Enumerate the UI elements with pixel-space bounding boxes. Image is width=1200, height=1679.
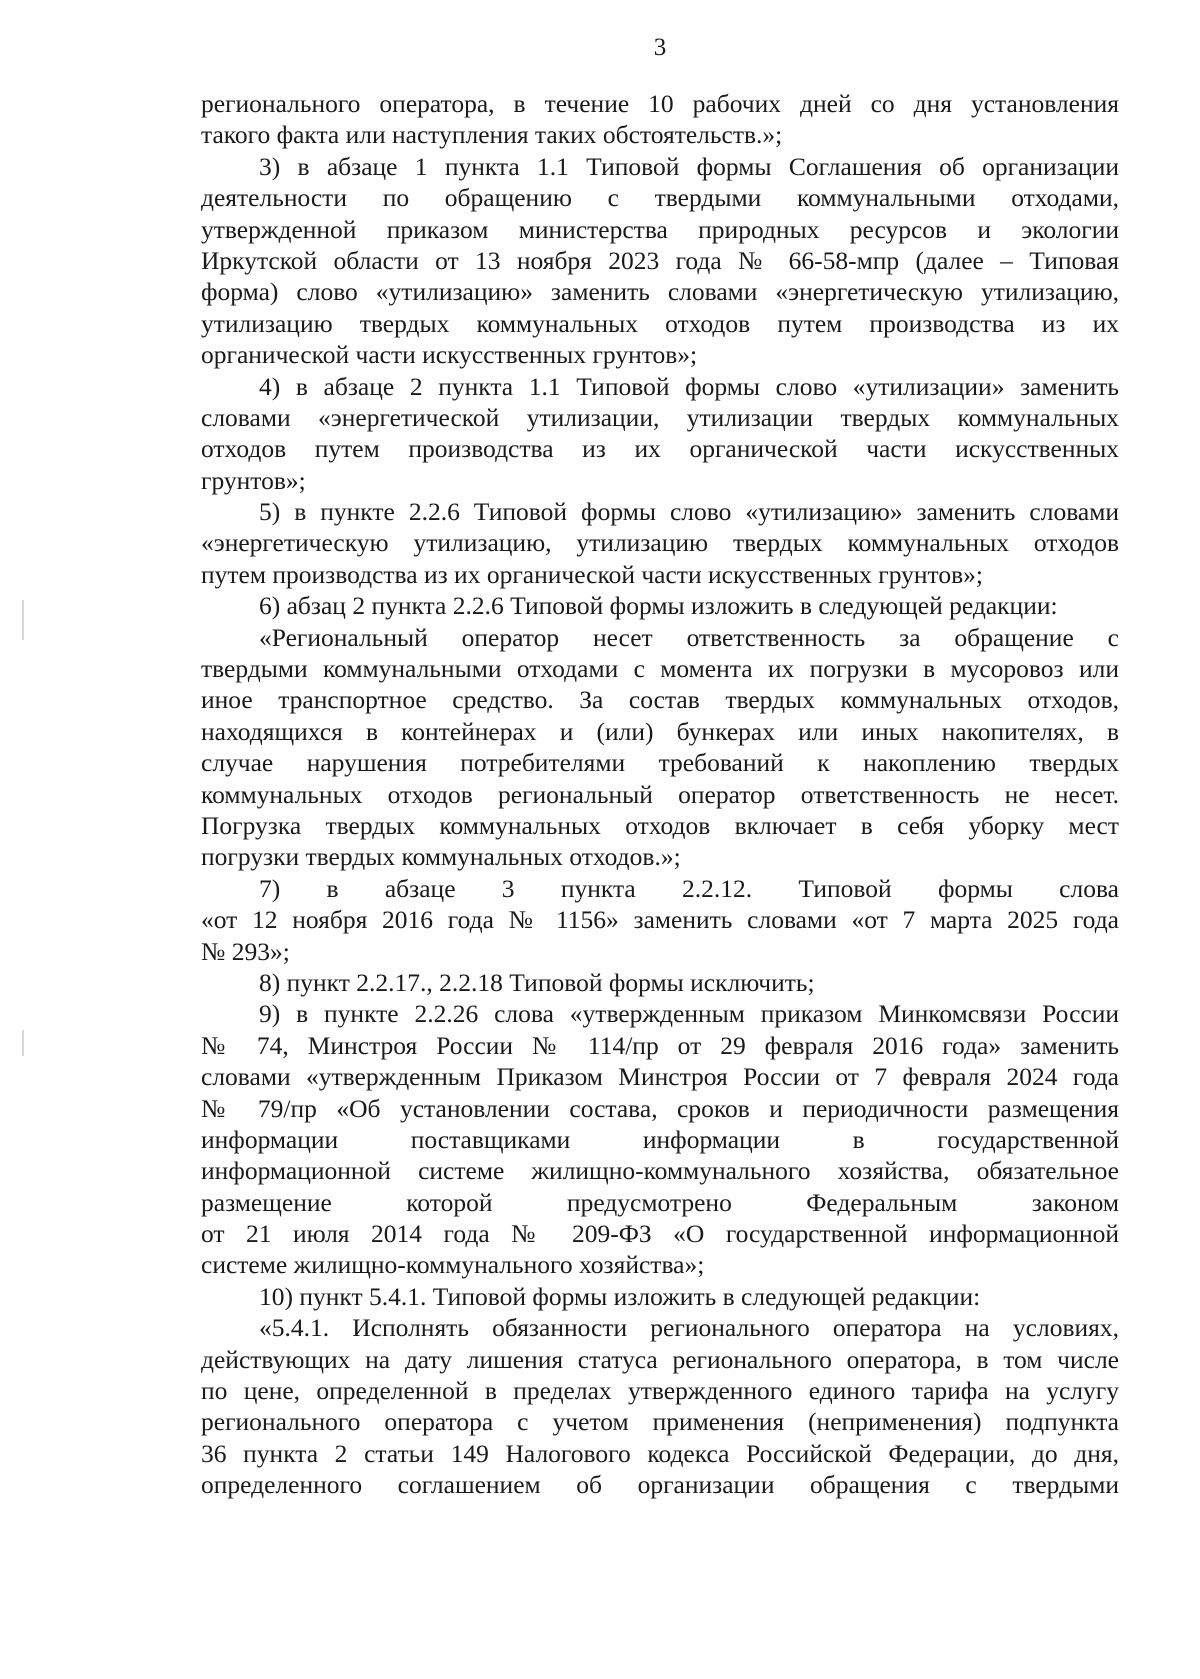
- text-line: находящихся в контейнерах и (или) бункерах или иных накопителях, в: [201, 716, 1119, 746]
- text-line: 4) в абзаце 2 пункта 1.1 Типовой формы слово «утилизации» заменить: [259, 371, 1119, 401]
- text-line: информации поставщиками информации в государственной: [201, 1124, 1119, 1154]
- text-line: определенного соглашением об организации обращения с твердыми: [201, 1470, 1119, 1500]
- text-line: коммунальных отходов региональный оператор ответственность не несет.: [201, 779, 1119, 809]
- text-line: действующих на дату лишения статуса регионального оператора, в том числе: [201, 1344, 1119, 1374]
- text-line: случае нарушения потребителями требований к накоплению твердых: [201, 748, 1119, 778]
- text-line: 9) в пункте 2.2.26 слова «утвержденным приказом Минкомсвязи России: [259, 999, 1119, 1029]
- text-line: информационной системе жилищно-коммунального хозяйства, обязательное: [201, 1156, 1119, 1186]
- text-line: Иркутской области от 13 ноября 2023 года № 66-58-мпр (далее – Типовая: [201, 245, 1119, 275]
- text-line: 5) в пункте 2.2.6 Типовой формы слово «утилизацию» заменить словами: [259, 497, 1119, 527]
- text-line: «от 12 ноября 2016 года № 1156» заменить словами «от 7 марта 2025 года: [201, 905, 1119, 935]
- text-line: словами «энергетической утилизации, утилизации твердых коммунальных: [201, 402, 1119, 432]
- text-line: грунтов»;: [201, 465, 306, 495]
- text-line: регионального оператора с учетом применения (неприменения) подпункта: [201, 1407, 1119, 1437]
- document-body: [201, 88, 1119, 1501]
- text-line: Погрузка твердых коммунальных отходов включает в себя уборку мест: [201, 810, 1119, 840]
- text-line: № 293»;: [201, 936, 290, 966]
- text-line: «Региональный оператор несет ответственность за обращение с: [259, 622, 1119, 652]
- text-line: 36 пункта 2 статьи 149 Налогового кодекса Российской Федерации, до дня,: [201, 1438, 1119, 1468]
- scan-margin-mark: [22, 600, 24, 640]
- text-line: по цене, определенной в пределах утвержденного единого тарифа на услугу: [201, 1376, 1119, 1406]
- text-line: «5.4.1. Исполнять обязанности регионального оператора на условиях,: [259, 1313, 1119, 1343]
- text-line: погрузки твердых коммунальных отходов.»;: [201, 842, 681, 872]
- text-line: размещение которой предусмотрено Федеральным законом: [201, 1187, 1119, 1217]
- text-line: 3) в абзаце 1 пункта 1.1 Типовой формы Соглашения об организации: [259, 151, 1119, 181]
- text-line: иное транспортное средство. За состав твердых коммунальных отходов,: [201, 685, 1119, 715]
- text-line: органической части искусственных грунтов»;: [201, 340, 698, 370]
- text-line: такого факта или наступления таких обстоятельств.»;: [201, 120, 783, 150]
- text-line: утилизацию твердых коммунальных отходов путем производства из их: [201, 308, 1119, 338]
- scan-margin-mark: [22, 1030, 24, 1056]
- text-line: от 21 июля 2014 года № 209-ФЗ «О государственной информационной: [201, 1219, 1119, 1249]
- text-line: регионального оператора, в течение 10 рабочих дней со дня установления: [201, 89, 1119, 118]
- text-line: деятельности по обращению с твердыми коммунальными отходами,: [201, 183, 1119, 213]
- text-line: 8) пункт 2.2.17., 2.2.18 Типовой формы исключить;: [259, 967, 815, 997]
- text-line: № 79/пр «Об установлении состава, сроков и периодичности размещения: [201, 1093, 1119, 1123]
- text-line: твердыми коммунальными отходами с момента их погрузки в мусоровоз или: [201, 654, 1119, 684]
- text-line: 6) абзац 2 пункта 2.2.6 Типовой формы изложить в следующей редакции:: [259, 591, 1058, 621]
- text-line: словами «утвержденным Приказом Минстроя России от 7 февраля 2024 года: [201, 1062, 1119, 1092]
- text-line: 10) пункт 5.4.1. Типовой формы изложить в следующей редакции:: [259, 1281, 981, 1311]
- text-line: форма) слово «утилизацию» заменить словами «энергетическую утилизацию,: [201, 277, 1119, 307]
- text-line: утвержденной приказом министерства природных ресурсов и экологии: [201, 214, 1119, 244]
- text-line: отходов путем производства из их органической части искусственных: [201, 434, 1119, 464]
- page-number: 3: [653, 34, 667, 61]
- text-line: «энергетическую утилизацию, утилизацию твердых коммунальных отходов: [201, 528, 1119, 558]
- text-line: 7) в абзаце 3 пункта 2.2.12. Типовой формы слова: [259, 873, 1119, 903]
- text-line: № 74, Минстроя России № 114/пр от 29 февраля 2016 года» заменить: [201, 1030, 1119, 1060]
- text-line: путем производства из их органической части искусственных грунтов»;: [201, 559, 983, 589]
- text-line: системе жилищно-коммунального хозяйства»;: [201, 1250, 705, 1280]
